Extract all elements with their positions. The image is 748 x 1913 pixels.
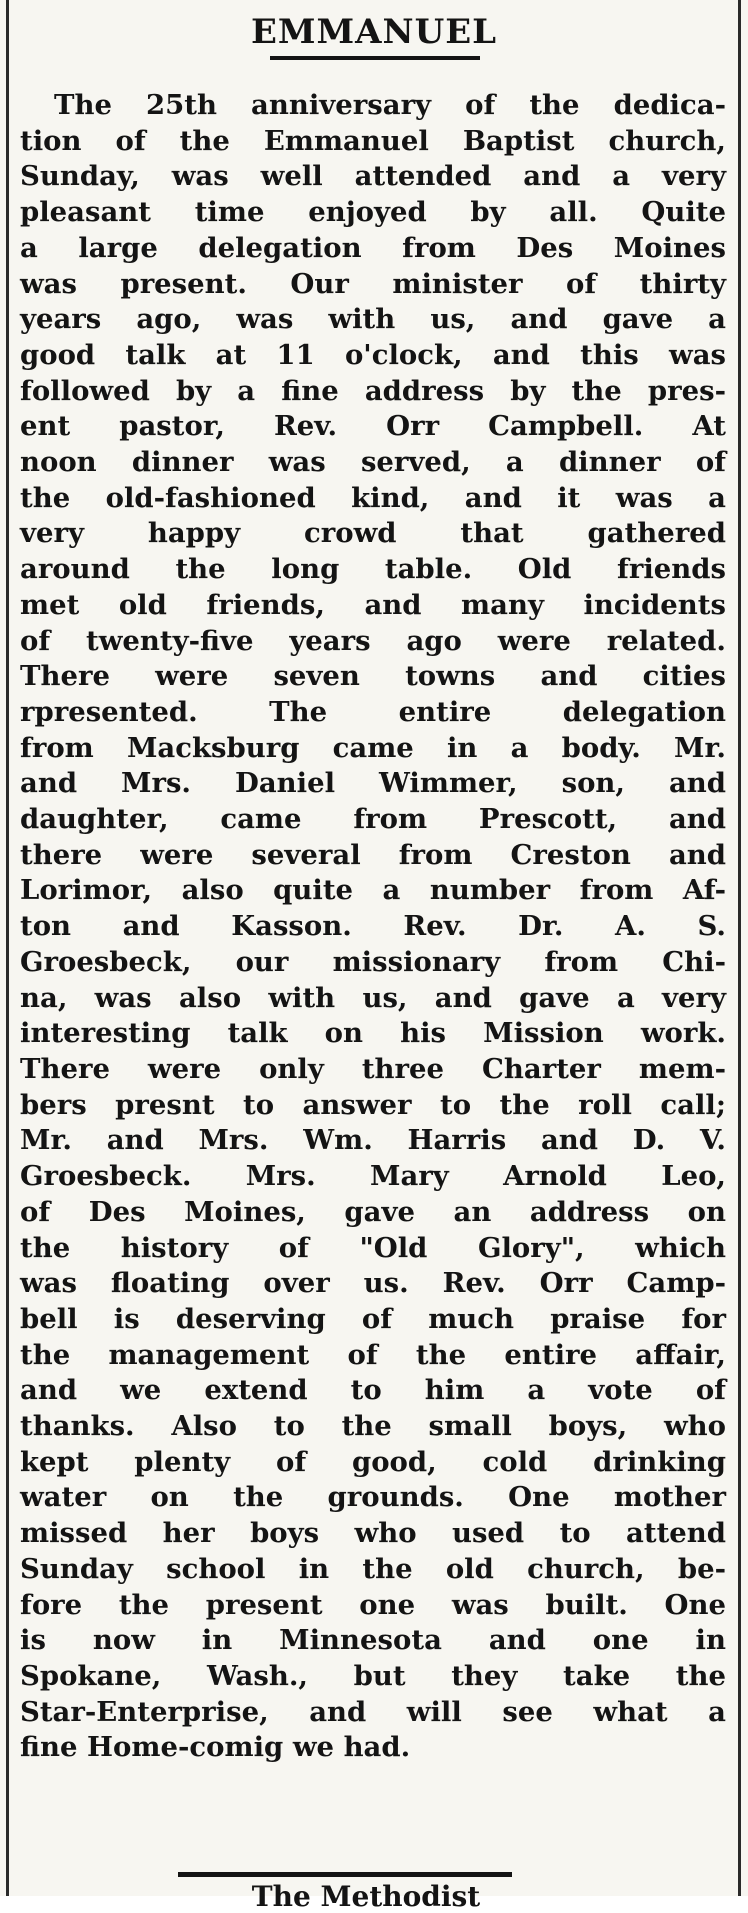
article-line: interesting talk on his Mission work. — [20, 1017, 726, 1050]
article-line: a large delegation from Des Moines — [20, 231, 726, 264]
article-end-rule — [178, 1872, 512, 1877]
article-line: around the long table. Old friends — [20, 553, 726, 586]
article-line: ent pastor, Rev. Orr Campbell. At — [20, 410, 726, 443]
article-line: and Mrs. Daniel Wimmer, son, and — [20, 767, 726, 800]
article-line: daughter, came from Prescott, and — [20, 803, 726, 836]
article-line: was present. Our minister of thirty — [20, 267, 726, 300]
article-headline: EMMANUEL — [250, 12, 498, 52]
article-line: the history of "Old Glory", which — [20, 1231, 726, 1264]
article-line: is now in Minnesota and one in — [20, 1624, 726, 1657]
article-line: met old friends, and many incidents — [20, 588, 726, 621]
article-line: Sunday, was well attended and a very — [20, 160, 726, 193]
article-line: Spokane, Wash., but they take the — [20, 1659, 726, 1692]
article-line: pleasant time enjoyed by all. Quite — [20, 196, 726, 229]
article-line: There were seven towns and cities — [20, 660, 726, 693]
article-line: and we extend to him a vote of — [20, 1374, 726, 1407]
article-line: kept plenty of good, cold drinking — [20, 1445, 726, 1478]
article-line: Lorimor, also quite a number from Af- — [20, 874, 726, 907]
article-line: Sunday school in the old church, be- — [20, 1552, 726, 1585]
article-line: Star-Enterprise, and will see what a — [20, 1695, 726, 1728]
article-line: the old-fashioned kind, and it was a — [20, 481, 726, 514]
article-line: Groesbeck, our missionary from Chi- — [20, 945, 726, 978]
article-line: fine Home-comig we had. — [20, 1731, 411, 1764]
article-line: from Macksburg came in a body. Mr. — [20, 731, 726, 764]
article-line: water on the grounds. One mother — [20, 1481, 726, 1514]
article-line: of Des Moines, gave an address on — [20, 1195, 726, 1228]
article-line: good talk at 11 o'clock, and this was — [20, 338, 726, 371]
article-line: of twenty-five years ago were related. — [20, 624, 726, 657]
next-article-headline: The Methodist — [251, 1880, 481, 1913]
article-line: noon dinner was served, a dinner of — [20, 446, 726, 479]
article-line: fore the present one was built. One — [20, 1588, 726, 1621]
article-line: the management of the entire affair, — [20, 1338, 726, 1371]
article-line: missed her boys who used to attend — [20, 1517, 726, 1550]
article-line: There were only three Charter mem- — [20, 1052, 726, 1085]
article-line: The 25th anniversary of the dedica- — [54, 89, 726, 121]
article-line: was floating over us. Rev. Orr Camp- — [20, 1267, 726, 1300]
article-line: there were several from Creston and — [20, 838, 726, 871]
article-line: bers presnt to answer to the roll call; — [20, 1088, 726, 1121]
article-body — [20, 88, 726, 1766]
article-line: bell is deserving of much praise for — [20, 1302, 726, 1335]
column-left-rule — [6, 0, 9, 1896]
article-line: followed by a fine address by the pres- — [20, 374, 726, 407]
article-line: ton and Kasson. Rev. Dr. A. S. — [20, 910, 726, 943]
headline-underline — [270, 56, 480, 60]
column-right-rule — [738, 0, 741, 1896]
article-line: na, was also with us, and gave a very — [20, 981, 726, 1014]
article-line: years ago, was with us, and gave a — [20, 303, 726, 336]
article-line: thanks. Also to the small boys, who — [20, 1410, 726, 1443]
article-line: Groesbeck. Mrs. Mary Arnold Leo, — [20, 1160, 726, 1193]
article-line: very happy crowd that gathered — [20, 517, 726, 550]
article-line: rpresented. The entire delegation — [20, 695, 726, 728]
article-line: tion of the Emmanuel Baptist church, — [20, 124, 726, 157]
article-line: Mr. and Mrs. Wm. Harris and D. V. — [20, 1124, 726, 1157]
next-article-headline-clipped — [236, 1880, 496, 1913]
